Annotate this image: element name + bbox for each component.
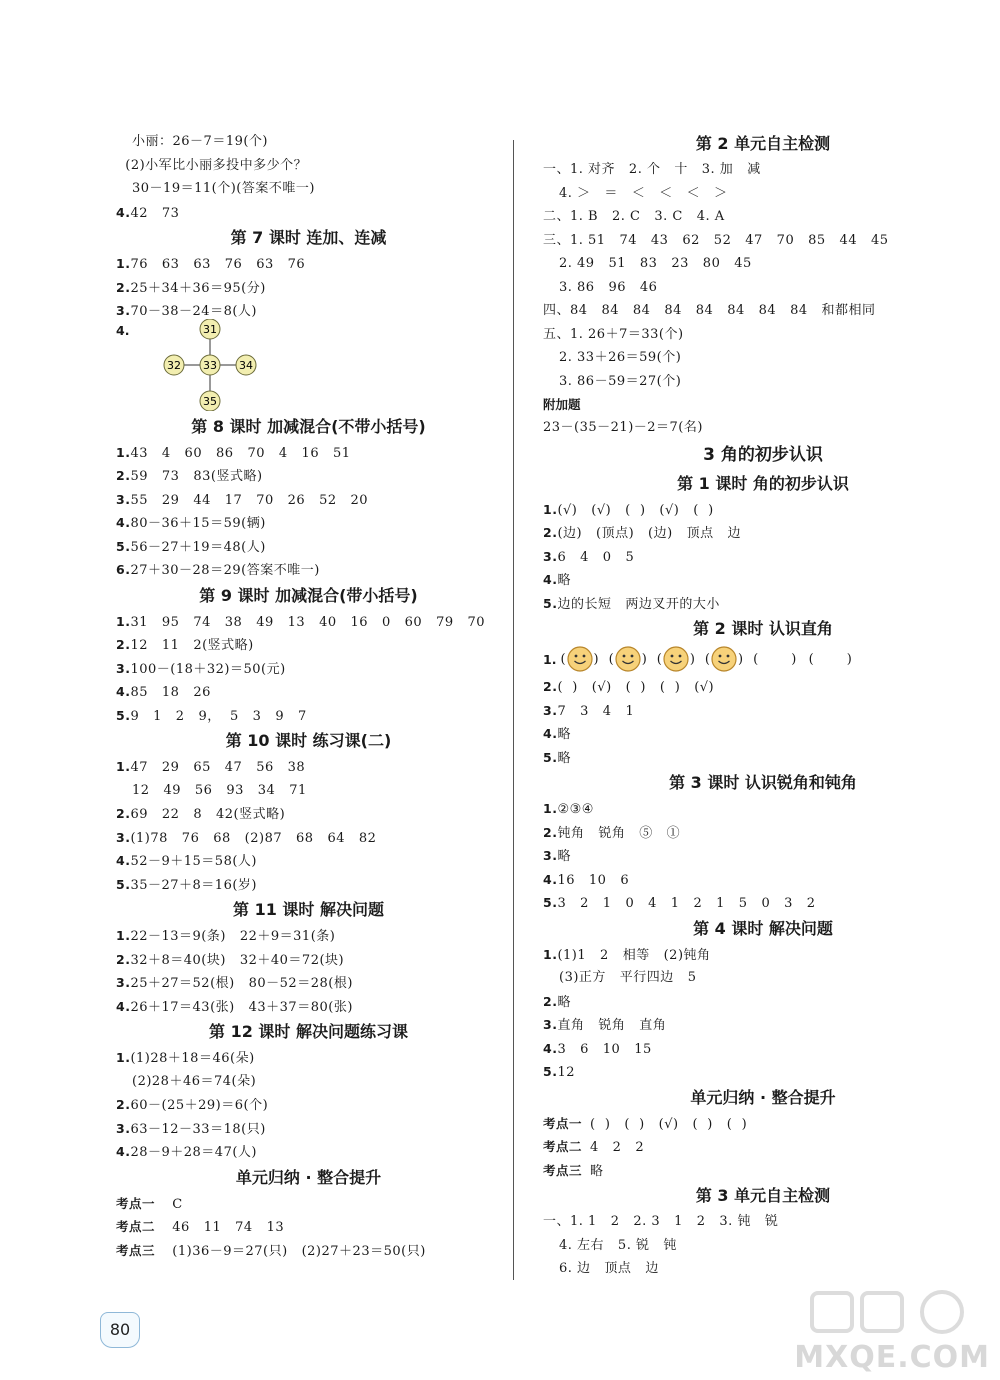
- answer-line: [543, 1135, 983, 1159]
- question-number: 5.: [116, 876, 131, 892]
- section-heading: 第 10 课时 练习课(二): [225, 731, 392, 750]
- answer-line: [543, 797, 983, 821]
- answer-line: [543, 1210, 983, 1234]
- answer-text: (2)小军比小丽多投中多少个？: [116, 157, 308, 173]
- answer-line: [116, 680, 501, 704]
- blank-answers: ( ) ( ): [753, 651, 852, 667]
- question-number: 5.: [116, 538, 131, 554]
- answer-text: 略: [590, 1163, 604, 1179]
- answer-line: [116, 849, 501, 873]
- answer-text: 略: [557, 750, 571, 766]
- answer-text: 52－9＋15＝58(人): [130, 854, 257, 869]
- answer-line: [116, 488, 501, 512]
- smiley-answer: ( ): [705, 645, 743, 673]
- question-number: 3.: [543, 548, 558, 564]
- answer-text: 60－(25＋29)＝6(个): [130, 1098, 269, 1113]
- question-number: 1.: [116, 256, 131, 271]
- cross-number-figure: [116, 323, 501, 413]
- answer-text: 85 18 26: [130, 685, 211, 700]
- section-heading: 第 3 单元自主检测: [695, 1186, 831, 1205]
- question-number: 1.: [116, 613, 131, 629]
- smiley-face-icon: [710, 645, 738, 673]
- column-divider: [513, 140, 514, 1280]
- answer-text: ( ) ( ) (√) ( ) ( ): [590, 1116, 748, 1132]
- answer-text: ( ) (√) ( ) ( ) (√): [557, 680, 715, 695]
- answer-line: [116, 201, 501, 225]
- answer-line: [543, 746, 983, 770]
- question-number: 3.: [116, 491, 131, 507]
- answer-text: 一、1. 1 2 2. 3 1 2 3. 钝 锐: [543, 1214, 779, 1229]
- answer-line: [116, 1215, 501, 1239]
- question-number: 4.: [543, 1040, 558, 1056]
- answer-line: [116, 755, 501, 779]
- answer-line: [543, 370, 983, 394]
- question-number: 1.: [543, 501, 558, 517]
- question-number: 4.: [543, 871, 558, 887]
- answer-line: [543, 158, 983, 182]
- answer-text: 4 2 2: [590, 1140, 645, 1155]
- key-point-label: 考点二: [543, 1139, 583, 1154]
- answer-line: [543, 821, 983, 845]
- question-number: 3.: [116, 303, 131, 318]
- answer-text: (1)28＋18＝46(朵): [130, 1051, 255, 1066]
- answer-line: [543, 722, 983, 746]
- question-number: 1.: [116, 444, 131, 460]
- smiley-face-icon: [566, 645, 594, 673]
- question-number: 2.: [543, 525, 558, 540]
- answer-line: [116, 1093, 501, 1117]
- answer-text: 35－27＋8＝16(岁): [130, 877, 257, 893]
- answer-line: [543, 568, 983, 592]
- answer-text: 70－38－24＝8(人): [130, 304, 257, 319]
- answer-text: 56－27＋19＝48(人): [130, 539, 266, 555]
- answer-text: 6. 边 顶点 边: [559, 1261, 659, 1276]
- smiley-face-icon: [662, 645, 690, 673]
- section-heading: 第 4 课时 解决问题: [693, 918, 833, 938]
- question-number: 1.: [116, 759, 131, 774]
- answer-line: [116, 177, 501, 201]
- answer-line: [116, 1239, 501, 1263]
- key-point-label: 考点三: [116, 1242, 156, 1258]
- answer-line: [543, 521, 983, 545]
- section-heading: 第 1 课时 角的初步认识: [677, 473, 849, 493]
- answer-text: (1)1 2 相等 (2)钝角: [557, 947, 711, 963]
- answer-line: [543, 868, 983, 892]
- answer-text: (√) (√) ( ) (√) ( ): [557, 502, 714, 518]
- right-column: [543, 130, 983, 1281]
- question-number: 4.: [543, 572, 558, 587]
- section-heading: 第 7 课时 连加、连减: [230, 228, 387, 247]
- question-number: 3.: [543, 1017, 558, 1032]
- answer-text: 五、1. 26＋7＝33(个): [543, 326, 684, 342]
- answer-text: 43 4 60 86 70 4 16 51: [130, 445, 351, 461]
- question-number: 1.: [543, 651, 557, 667]
- answer-text: 25＋34＋36＝95(分): [130, 280, 266, 296]
- question-number: 6.: [116, 562, 131, 577]
- number-circle-label: 32: [167, 358, 181, 372]
- left-column: [116, 130, 501, 1262]
- question-number: 4.: [116, 204, 131, 220]
- number-circle-label: 31: [203, 322, 217, 336]
- answer-text: 7 3 4 1: [557, 703, 635, 719]
- answer-text: 26＋17＝43(张) 43＋37＝80(张): [130, 999, 353, 1015]
- answer-line: [116, 154, 501, 178]
- answer-text: 略: [557, 573, 571, 588]
- answer-line: [116, 633, 501, 657]
- section-heading: 第 9 课时 加减混合(带小括号): [199, 585, 418, 605]
- answer-text: 42 73: [130, 205, 180, 221]
- section-heading: 第 8 课时 加减混合(不带小括号): [191, 416, 426, 436]
- answer-text: 6 4 0 5: [557, 549, 635, 565]
- question-number: 3.: [116, 1120, 131, 1136]
- answer-text: 3. 86－59＝27(个): [559, 373, 682, 389]
- answer-line: [116, 1192, 501, 1216]
- smiley-answer-row: [543, 643, 983, 675]
- answer-text: 一、1. 对齐 2. 个 十 3. 加 减: [543, 162, 761, 177]
- answer-text: 小丽：26－7＝19(个): [132, 134, 268, 149]
- answer-line: [116, 441, 501, 465]
- answer-line: [116, 948, 501, 972]
- question-number: 3.: [543, 848, 558, 863]
- answer-line: [543, 276, 983, 300]
- answer-text: C: [163, 1196, 183, 1212]
- answer-text: 46 11 74 13: [163, 1220, 285, 1235]
- section-heading: 第 11 课时 解决问题: [233, 900, 384, 919]
- answer-line: [543, 323, 983, 347]
- answer-text: 16 10 6: [557, 872, 630, 888]
- question-number: 2.: [116, 468, 131, 483]
- answer-line: [543, 252, 983, 276]
- section-heading: 第 2 单元自主检测: [695, 134, 831, 153]
- answer-text: 25＋27＝52(根) 80－52＝28(根): [130, 976, 353, 991]
- answer-text: 12: [557, 1065, 575, 1080]
- question-number: 1.: [116, 1050, 131, 1065]
- answer-line: [116, 558, 501, 582]
- answer-text: 22－13＝9(条) 22＋9＝31(条): [130, 929, 336, 944]
- question-number: 3.: [543, 702, 558, 718]
- answer-line: [116, 610, 501, 634]
- answer-line: [543, 1037, 983, 1061]
- question-number: 2.: [116, 951, 131, 967]
- question-number: 3.: [116, 975, 131, 990]
- question-number: 5.: [543, 1064, 558, 1079]
- answer-line: [116, 252, 501, 276]
- question-number: 2.: [116, 279, 131, 295]
- answer-line: [116, 802, 501, 826]
- question-number: 5.: [543, 895, 558, 910]
- answer-text: 27＋30－28＝29(答案不唯一): [130, 563, 320, 578]
- question-number: 4.: [116, 322, 130, 338]
- key-point-label: 考点一: [116, 1195, 156, 1211]
- answer-text: 三、1. 51 74 43 62 52 47 70 85 44 45: [543, 232, 889, 248]
- answer-text: 76 63 63 76 63 76: [130, 257, 306, 272]
- answer-text: 2. 33＋26＝59(个): [559, 350, 682, 365]
- answer-line: [543, 205, 983, 229]
- answer-text: 3 6 10 15: [557, 1041, 652, 1057]
- answer-text: 直角 锐角 直角: [557, 1018, 667, 1033]
- answer-text: 28－9＋28＝47(人): [130, 1145, 257, 1160]
- question-number: 2.: [116, 806, 131, 821]
- answer-text: 4. 左右 5. 锐 钝: [559, 1237, 677, 1253]
- section-heading: 第 3 课时 认识锐角和钝角: [669, 773, 857, 792]
- question-number: 4.: [116, 853, 131, 868]
- key-point-label: 考点一: [543, 1115, 583, 1131]
- answer-text: 32＋8＝40(块) 32＋40＝72(块): [130, 952, 345, 968]
- answer-text: 47 29 65 47 56 38: [130, 760, 306, 775]
- answer-text: 略: [557, 994, 571, 1010]
- section-heading: 单元归纳 · 整合提升: [235, 1167, 382, 1187]
- answer-text: 23－(35－21)－2＝7(名): [543, 420, 703, 435]
- question-number: 4.: [116, 515, 131, 530]
- answer-text: 3 2 1 0 4 1 2 1 5 0 3 2: [557, 896, 816, 911]
- section-heading: 第 2 课时 认识直角: [693, 619, 833, 638]
- answer-text: 边的长短 两边叉开的大小: [557, 596, 720, 612]
- answer-text: 略: [557, 727, 571, 742]
- answer-line: [116, 826, 501, 850]
- answer-text: (1)78 76 68 (2)87 68 64 82: [130, 830, 377, 846]
- answer-line: [543, 990, 983, 1014]
- answer-line: [116, 464, 501, 488]
- number-circle-label: 35: [203, 394, 217, 408]
- answer-text: 80－36＋15＝59(辆): [130, 516, 266, 531]
- answer-text: (边) (顶点) (边) 顶点 边: [557, 526, 741, 541]
- answer-line: [543, 592, 983, 616]
- question-number: 5.: [116, 707, 131, 723]
- answer-text: 4. ＞ ＝ ＜ ＜ ＜ ＞: [559, 185, 728, 201]
- answer-text: ②③④: [557, 802, 594, 817]
- question-number: 2.: [543, 824, 558, 840]
- answer-line: [543, 346, 983, 370]
- question-number: 1.: [543, 946, 558, 962]
- answer-text: 略: [557, 849, 571, 864]
- answer-line: [543, 1112, 983, 1136]
- section-heading: 单元归纳 · 整合提升: [690, 1087, 836, 1107]
- answer-line: [116, 995, 501, 1019]
- answer-line: [116, 779, 501, 803]
- answer-line: [116, 130, 501, 154]
- answer-text: (2)28＋46＝74(朵): [132, 1073, 257, 1089]
- question-number: 1.: [543, 801, 558, 816]
- answer-text: 12 11 2(竖式略): [130, 638, 254, 653]
- answer-line: [543, 498, 983, 522]
- page-number: 80: [100, 1312, 140, 1348]
- answer-line: [543, 1257, 983, 1281]
- number-circle-label: 34: [239, 358, 253, 372]
- answer-line: [116, 1140, 501, 1164]
- answer-text: 钝角 锐角 ⑤ ①: [557, 825, 681, 841]
- watermark-text: MXQE.COM: [794, 1340, 990, 1375]
- answer-text: (3)正方 平行四边 5: [559, 970, 697, 985]
- answer-line: [116, 1046, 501, 1070]
- answer-line: [116, 276, 501, 300]
- question-number: 5.: [543, 749, 558, 765]
- number-circle-label: 33: [203, 358, 217, 372]
- answer-line: [543, 966, 983, 990]
- question-number: 2.: [116, 637, 131, 652]
- answer-text: 3. 86 96 46: [559, 279, 658, 295]
- answer-text: 2. 49 51 83 23 80 45: [559, 256, 752, 271]
- answer-text: 二、1. B 2. C 3. C 4. A: [543, 209, 725, 224]
- question-number: 4.: [543, 726, 558, 741]
- answer-line: [543, 891, 983, 915]
- question-number: 5.: [543, 595, 558, 611]
- smiley-face-icon: [614, 645, 642, 673]
- answer-line: [543, 182, 983, 206]
- answer-line: [543, 299, 983, 323]
- key-point-label: 考点二: [116, 1219, 156, 1234]
- sub-heading: 附加题: [543, 397, 581, 412]
- question-number: 1.: [116, 928, 131, 943]
- section-heading: 第 12 课时 解决问题练习课: [209, 1022, 408, 1041]
- answer-text: 31 95 74 38 49 13 40 16 0 60 79 70: [130, 614, 486, 630]
- answer-text: 69 22 8 42(竖式略): [130, 807, 286, 822]
- answer-line: [116, 971, 501, 995]
- answer-text: 12 49 56 93 34 71: [132, 782, 307, 798]
- answer-text: 63－12－33＝18(只): [130, 1121, 266, 1137]
- question-number: 2.: [543, 679, 558, 694]
- answer-line: [116, 924, 501, 948]
- question-number: 4.: [116, 998, 131, 1014]
- answer-line: [543, 545, 983, 569]
- answer-line: [116, 1117, 501, 1141]
- smiley-answer: ( ): [657, 645, 695, 673]
- answer-line: [543, 1234, 983, 1258]
- answer-line: [543, 1159, 983, 1183]
- answer-line: [116, 657, 501, 681]
- key-point-label: 考点三: [543, 1162, 583, 1178]
- question-number: 2.: [116, 1097, 131, 1112]
- answer-line: [543, 675, 983, 699]
- question-number: 2.: [543, 993, 558, 1009]
- answer-line: [116, 1070, 501, 1094]
- answer-text: 30－19＝11(个)(答案不唯一): [132, 181, 315, 196]
- smiley-answer: ( ): [560, 645, 598, 673]
- answer-line: [116, 511, 501, 535]
- answer-text: (1)36－9＝27(只) (2)27＋23＝50(只): [163, 1243, 426, 1259]
- section-heading: 3 角的初步认识: [703, 444, 823, 465]
- answer-text: 55 29 44 17 70 26 52 20: [130, 492, 369, 508]
- answer-line: [543, 229, 983, 253]
- answer-line: [116, 535, 501, 559]
- answer-text: 四、84 84 84 84 84 84 84 84 和都相同: [543, 303, 876, 318]
- answer-text: 59 73 83(竖式略): [130, 469, 263, 484]
- answer-line: [116, 873, 501, 897]
- number-cross-diagram: [128, 319, 288, 411]
- answer-text: 100－(18＋32)＝50(元): [130, 661, 286, 677]
- question-number: 3.: [116, 660, 131, 676]
- answer-line: [543, 943, 983, 967]
- question-number: 4.: [116, 1144, 131, 1159]
- answer-line: [543, 844, 983, 868]
- answer-line: [543, 699, 983, 723]
- question-number: 4.: [116, 684, 131, 699]
- answer-line: [543, 1013, 983, 1037]
- answer-line: [543, 416, 983, 440]
- answer-text: 9 1 2 9， 5 3 9 7: [130, 708, 307, 724]
- answer-line: [116, 704, 501, 728]
- smiley-answer: ( ): [609, 645, 647, 673]
- question-number: 3.: [116, 829, 131, 845]
- answer-line: [543, 1060, 983, 1084]
